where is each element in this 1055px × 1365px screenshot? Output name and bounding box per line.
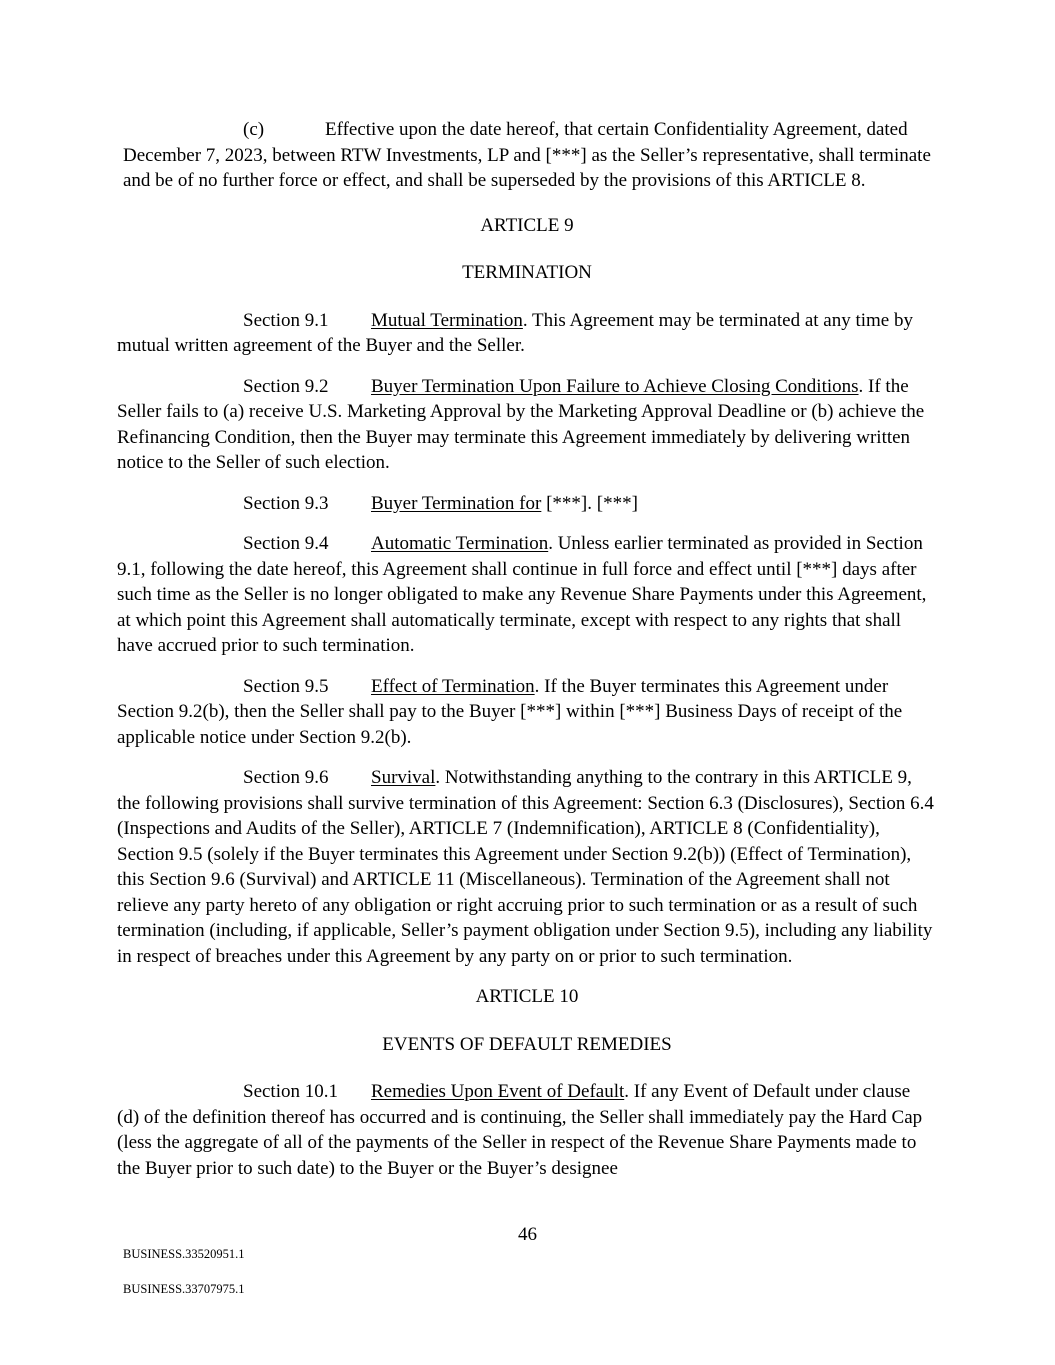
- footer-document-id-2: BUSINESS.33707975.1: [123, 1282, 245, 1296]
- clause-c-label: (c): [243, 119, 265, 140]
- section-9-3-body: [***]. [***]: [541, 492, 638, 514]
- article-9-subtitle: TERMINATION: [462, 262, 592, 283]
- section-9-3-heading: Buyer Termination for: [371, 492, 542, 514]
- section-9-4-heading: Automatic Termination: [371, 533, 549, 554]
- section-9-6-label: Section 9.6: [243, 767, 329, 788]
- section-9-3-label: Section 9.3: [243, 492, 329, 514]
- section-9-4-paragraph: [117, 531, 937, 659]
- section-9-1-heading: Mutual Termination: [371, 309, 523, 331]
- section-9-2-heading: Buyer Termination Upon Failure to Achieve Closing Conditions: [371, 375, 859, 397]
- article-9-title: ARTICLE 9: [480, 214, 574, 236]
- article-10-title: ARTICLE 10: [475, 986, 579, 1007]
- article-10-subtitle: EVENTS OF DEFAULT REMEDIES: [382, 1033, 672, 1055]
- section-10-1-heading: Remedies Upon Event of Default: [371, 1081, 625, 1102]
- section-9-5-body: . If the Buyer terminates this Agreement under Section 9.2(b), then the Seller shall pay to the Buyer [***] within [***] Business Days of receipt of the applicable notice under Section 9.2(b).: [117, 675, 903, 748]
- section-9-6-paragraph: [117, 765, 937, 969]
- section-9-1-paragraph: [117, 308, 937, 359]
- footer-document-id-1: BUSINESS.33520951.1: [123, 1247, 245, 1261]
- section-10-1-paragraph: [117, 1079, 937, 1181]
- section-9-2-paragraph: [117, 374, 937, 476]
- clause-c-paragraph: [123, 117, 937, 194]
- section-9-3-paragraph: [117, 491, 937, 517]
- document-content: [117, 117, 937, 1196]
- section-9-2-label: Section 9.2: [243, 375, 329, 397]
- section-9-6-body: . Notwithstanding anything to the contrary in this ARTICLE 9, the following provisions shall survive termination of this Agreement: Section 6.3 (Disclosures), Section 6.4 (Inspections and Audits of the Seller), ARTICLE 7 (Indemnification), ARTICLE 8 (Confidentiality), Section 9.5 (solely if the Buyer terminates this Agreement under Section 9.2(b)) (Effect of Termination), this Section 9.6 (Survival) and ARTICLE 11 (Miscellaneous). Termination of the Agreement shall not relieve any party hereto of any obligation or right accruing prior to such termination or as a result of such termination (including, if applicable, Seller’s payment obligation under Section 9.5), including any liability in respect of breaches under this Agreement by any party on or prior to such termination.: [117, 767, 934, 967]
- section-9-1-body: . This Agreement may be terminated at any time by mutual written agreement of the Buyer and the Seller.: [117, 309, 913, 356]
- section-9-1-label: Section 9.1: [243, 309, 329, 331]
- section-9-5-paragraph: [117, 674, 937, 751]
- section-9-6-heading: Survival: [371, 767, 436, 788]
- section-9-4-body: . Unless earlier terminated as provided in Section 9.1, following the date hereof, this Agreement shall continue in full force and effect until [***] days after such time as the Seller is no longer obligated to make any Revenue Share Payments under this Agreement, at which point this Agreement shall automatically terminate, except with respect to any rights that shall have accrued prior to such termination.: [117, 533, 927, 656]
- section-9-5-heading: Effect of Termination: [371, 675, 535, 697]
- page-number: 46: [518, 1224, 537, 1245]
- section-10-1-body: . If any Event of Default under clause (d) of the definition thereof has occurred and is continuing, the Seller shall immediately pay the Hard Cap (less the aggregate of all of the payments of the Seller in respect of the Revenue Share Payments made to the Buyer prior to such date) to the Buyer or the Buyer’s designee: [117, 1081, 923, 1179]
- clause-c-text: Effective upon the date hereof, that certain Confidentiality Agreement, dated December 7, 2023, between RTW Investments, LP and [***] as the Seller’s representative, shall terminate and be of no further force or effect, and shall be superseded by the provisions of this ARTICLE 8.: [123, 119, 931, 191]
- section-9-5-label: Section 9.5: [243, 675, 329, 697]
- section-9-4-label: Section 9.4: [243, 533, 329, 554]
- section-10-1-label: Section 10.1: [243, 1081, 338, 1102]
- section-9-2-body: . If the Seller fails to (a) receive U.S. Marketing Approval by the Marketing Approval Deadline or (b) achieve the Refinancing Condition, then the Buyer may terminate this Agreement immediately by delivering written notice to the Seller of such election.: [117, 375, 925, 473]
